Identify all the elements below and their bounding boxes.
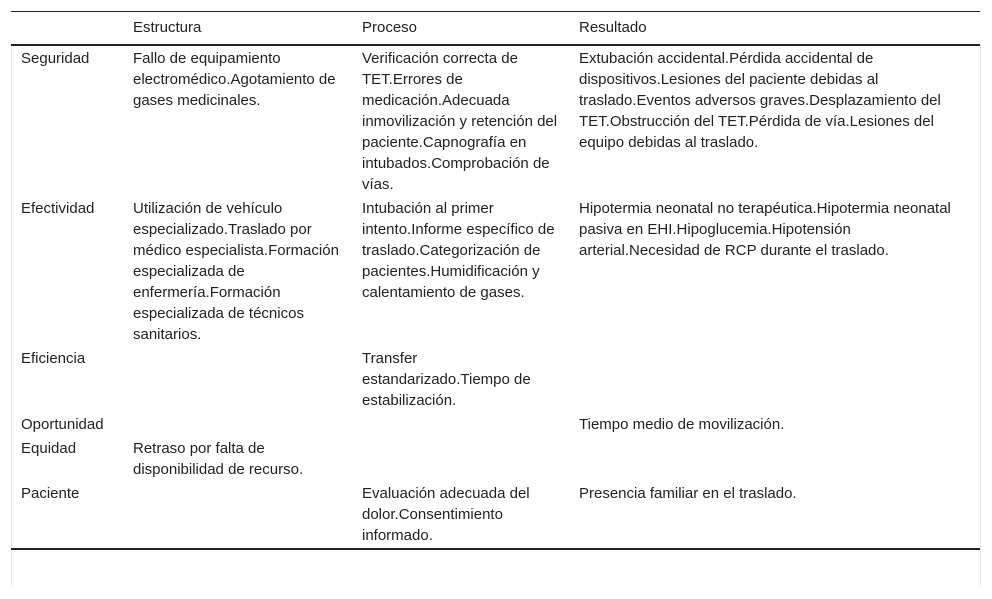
proceso-cell: Evaluación adecuada del dolor.Consentimiento informado. [362,485,530,544]
estructura-cell [123,413,352,437]
estructura-cell [123,482,352,549]
resultado-cell: Tiempo medio de movilización. [579,416,785,433]
proceso-cell: Intubación al primer intento.Informe específico de traslado.Categorización de pacientes.Humidificación y calentamiento de gases. [362,200,555,301]
proceso-cell: Verificación correcta de TET.Errores de medicación.Adecuada inmovilización y retención del paciente.Capnografía en intubados.Comprobación de vías. [362,50,558,193]
estructura-cell: Fallo de equipamiento electromédico.Agotamiento de gases medicinales. [133,50,336,109]
resultado-cell [569,347,980,413]
estructura-cell: Retraso por falta de disponibilidad de recurso. [133,440,304,478]
estructura-cell [123,347,352,413]
resultado-cell: Extubación accidental.Pérdida accidental de dispositivos.Lesiones del paciente debidas al traslado.Eventos adversos graves.Desplazamiento del TET.Obstrucción del TET.Pérdida de vía.Lesiones del equipo debidas al traslado. [579,50,941,151]
resultado-cell [569,437,980,482]
table-row [11,45,980,197]
row-label: Oportunidad [21,416,104,433]
right-edge-rule [980,44,981,586]
quality-indicators-table [11,11,980,550]
header-corner [11,12,123,46]
table-row [11,437,980,482]
quality-indicators-table-container [11,11,980,550]
row-label: Eficiencia [21,350,86,367]
table-header [11,12,980,46]
header-row [11,12,980,46]
table-row [11,482,980,549]
resultado-cell: Hipotermia neonatal no terapéutica.Hipotermia neonatal pasiva en EHI.Hipoglucemia.Hipotensión arterial.Necesidad de RCP durante el traslado. [579,200,951,259]
resultado-cell: Presencia familiar en el traslado. [579,485,797,502]
proceso-cell [352,413,569,437]
row-label: Efectividad [21,200,95,217]
header-resultado: Resultado [579,19,647,36]
row-label: Seguridad [21,50,90,67]
table-body [11,45,980,549]
proceso-cell: Transfer estandarizado.Tiempo de estabilización. [362,350,531,409]
table-row [11,347,980,413]
header-estructura: Estructura [133,19,202,36]
table-row [11,197,980,347]
estructura-cell: Utilización de vehículo especializado.Traslado por médico especialista.Formación especializada de enfermería.Formación especializada de técnicos sanitarios. [133,200,339,343]
table-row [11,413,980,437]
header-proceso: Proceso [362,19,418,36]
row-label: Equidad [21,440,77,457]
row-label: Paciente [21,485,80,502]
proceso-cell [352,437,569,482]
